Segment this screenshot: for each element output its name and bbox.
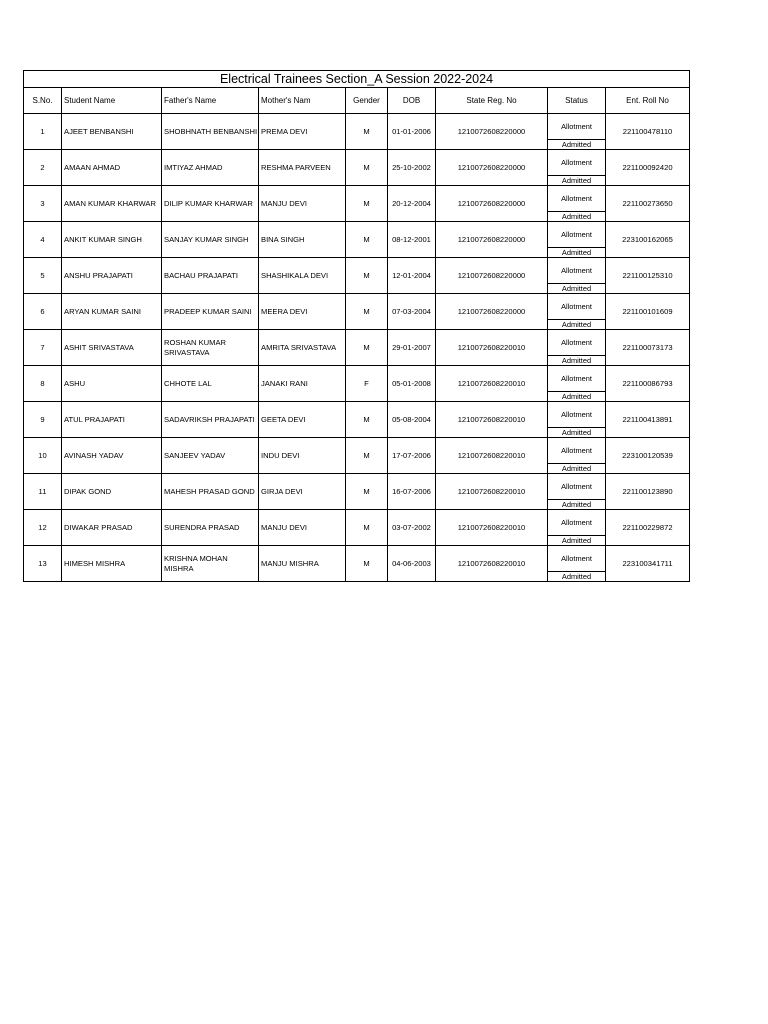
status-admitted: Admitted [561,500,592,509]
cell-mother-name: SHASHIKALA DEVI [259,258,346,294]
cell-state-reg: 1210072608220010 [436,366,548,402]
cell-status [548,546,606,582]
cell-father-name: SANJEEV YADAV [162,438,259,474]
table-row [24,222,690,258]
cell-roll-no: 221100478110 [606,114,690,150]
cell-father-name: BACHAU PRAJAPATI [162,258,259,294]
status-allotment: Allotment [548,258,605,284]
cell-student-name: ANSHU PRAJAPATI [62,258,162,294]
status-admitted: Admitted [561,284,592,293]
cell-dob: 29-01-2007 [388,330,436,366]
cell-father-name: ROSHAN KUMAR SRIVASTAVA [162,330,259,366]
cell-sno: 4 [24,222,62,258]
cell-mother-name: MANJU MISHRA [259,546,346,582]
cell-roll-no: 221100229872 [606,510,690,546]
cell-mother-name: GEETA DEVI [259,402,346,438]
status-allotment: Allotment [548,222,605,248]
cell-sno: 3 [24,186,62,222]
status-allotment: Allotment [548,402,605,428]
cell-status [548,510,606,546]
cell-father-name: DILIP KUMAR KHARWAR [162,186,259,222]
status-allotment: Allotment [548,294,605,320]
cell-mother-name: MANJU DEVI [259,510,346,546]
cell-roll-no: 221100125310 [606,258,690,294]
cell-mother-name: AMRITA SRIVASTAVA [259,330,346,366]
cell-dob: 17-07-2006 [388,438,436,474]
status-allotment: Allotment [548,474,605,500]
cell-roll-no: 221100086793 [606,366,690,402]
cell-dob: 07-03-2004 [388,294,436,330]
table-row [24,366,690,402]
cell-roll-no: 221100413891 [606,402,690,438]
cell-roll-no: 223100162065 [606,222,690,258]
cell-gender: M [346,402,388,438]
cell-status [548,294,606,330]
status-allotment: Allotment [548,510,605,536]
cell-gender: M [346,186,388,222]
cell-roll-no: 221100101609 [606,294,690,330]
cell-father-name: SANJAY KUMAR SINGH [162,222,259,258]
cell-gender: M [346,258,388,294]
table-row [24,330,690,366]
status-admitted: Admitted [561,356,592,365]
cell-gender: M [346,330,388,366]
cell-sno: 6 [24,294,62,330]
cell-status [548,186,606,222]
col-sno: S.No. [24,88,62,114]
cell-sno: 8 [24,366,62,402]
status-allotment: Allotment [548,114,605,140]
cell-student-name: ASHIT SRIVASTAVA [62,330,162,366]
col-dob: DOB [388,88,436,114]
cell-father-name: SADAVRIKSH PRAJAPATI [162,402,259,438]
col-father-name: Father's Name [162,88,259,114]
cell-sno: 13 [24,546,62,582]
cell-state-reg: 1210072608220010 [436,510,548,546]
cell-state-reg: 1210072608220000 [436,150,548,186]
cell-state-reg: 1210072608220010 [436,330,548,366]
status-allotment: Allotment [548,366,605,392]
cell-student-name: DIPAK GOND [62,474,162,510]
cell-gender: M [346,510,388,546]
cell-dob: 16-07-2006 [388,474,436,510]
cell-roll-no: 223100341711 [606,546,690,582]
header-row [24,88,690,114]
cell-state-reg: 1210072608220000 [436,186,548,222]
status-allotment: Allotment [548,546,605,572]
cell-student-name: AMAAN AHMAD [62,150,162,186]
table-row [24,546,690,582]
cell-dob: 03-07-2002 [388,510,436,546]
status-admitted: Admitted [561,212,592,221]
cell-student-name: ASHU [62,366,162,402]
cell-student-name: AMAN KUMAR KHARWAR [62,186,162,222]
col-state-reg: State Reg. No [436,88,548,114]
status-admitted: Admitted [561,464,592,473]
cell-father-name: CHHOTE LAL [162,366,259,402]
table-row [24,186,690,222]
status-allotment: Allotment [548,438,605,464]
trainee-table [23,70,690,582]
col-student-name: Student Name [62,88,162,114]
cell-student-name: DIWAKAR PRASAD [62,510,162,546]
cell-dob: 12-01-2004 [388,258,436,294]
cell-roll-no: 221100273650 [606,186,690,222]
cell-status [548,402,606,438]
cell-status [548,330,606,366]
status-admitted: Admitted [561,248,592,257]
cell-mother-name: INDU DEVI [259,438,346,474]
cell-status [548,366,606,402]
cell-student-name: ARYAN KUMAR SAINI [62,294,162,330]
cell-status [548,222,606,258]
cell-sno: 12 [24,510,62,546]
status-allotment: Allotment [548,150,605,176]
table-row [24,510,690,546]
cell-state-reg: 1210072608220010 [436,546,548,582]
cell-father-name: SHOBHNATH BENBANSHI [162,114,259,150]
cell-status [548,114,606,150]
table-row [24,402,690,438]
cell-gender: M [346,150,388,186]
col-roll-no: Ent. Roll No [606,88,690,114]
cell-roll-no: 221100073173 [606,330,690,366]
cell-status [548,438,606,474]
cell-status [548,474,606,510]
cell-dob: 04-06-2003 [388,546,436,582]
cell-gender: M [346,222,388,258]
cell-student-name: HIMESH MISHRA [62,546,162,582]
cell-gender: F [346,366,388,402]
cell-mother-name: MEERA DEVI [259,294,346,330]
cell-gender: M [346,114,388,150]
cell-dob: 05-08-2004 [388,402,436,438]
cell-student-name: ATUL PRAJAPATI [62,402,162,438]
col-mother-name: Mother's Nam [259,88,346,114]
cell-sno: 11 [24,474,62,510]
cell-sno: 7 [24,330,62,366]
cell-mother-name: PREMA DEVI [259,114,346,150]
cell-sno: 9 [24,402,62,438]
cell-sno: 1 [24,114,62,150]
cell-state-reg: 1210072608220010 [436,438,548,474]
cell-roll-no: 223100120539 [606,438,690,474]
table-row [24,258,690,294]
cell-state-reg: 1210072608220000 [436,222,548,258]
table-row [24,438,690,474]
cell-roll-no: 221100092420 [606,150,690,186]
cell-state-reg: 1210072608220000 [436,294,548,330]
cell-dob: 01-01-2006 [388,114,436,150]
status-admitted: Admitted [561,536,592,545]
cell-gender: M [346,438,388,474]
table-row [24,114,690,150]
cell-mother-name: GIRJA DEVI [259,474,346,510]
col-gender: Gender [346,88,388,114]
cell-student-name: ANKIT KUMAR SINGH [62,222,162,258]
cell-gender: M [346,474,388,510]
cell-state-reg: 1210072608220000 [436,258,548,294]
cell-dob: 05-01-2008 [388,366,436,402]
cell-status [548,258,606,294]
cell-mother-name: JANAKI RANI [259,366,346,402]
cell-dob: 08-12-2001 [388,222,436,258]
cell-mother-name: MANJU DEVI [259,186,346,222]
table-row [24,150,690,186]
status-admitted: Admitted [561,392,592,401]
cell-status [548,150,606,186]
cell-dob: 25-10-2002 [388,150,436,186]
cell-sno: 2 [24,150,62,186]
col-status: Status [548,88,606,114]
cell-mother-name: RESHMA PARVEEN [259,150,346,186]
cell-roll-no: 221100123890 [606,474,690,510]
cell-father-name: KRISHNA MOHAN MISHRA [162,546,259,582]
cell-state-reg: 1210072608220000 [436,114,548,150]
cell-student-name: AJEET BENBANSHI [62,114,162,150]
cell-sno: 10 [24,438,62,474]
status-allotment: Allotment [548,186,605,212]
cell-father-name: SURENDRA PRASAD [162,510,259,546]
cell-father-name: PRADEEP KUMAR SAINI [162,294,259,330]
status-admitted: Admitted [561,428,592,437]
cell-father-name: MAHESH PRASAD GOND [162,474,259,510]
cell-mother-name: BINA SINGH [259,222,346,258]
status-admitted: Admitted [561,320,592,329]
status-allotment: Allotment [548,330,605,356]
status-admitted: Admitted [561,572,592,581]
cell-state-reg: 1210072608220010 [436,474,548,510]
cell-state-reg: 1210072608220010 [436,402,548,438]
sheet-title: Electrical Trainees Section_A Session 2022-2024 [24,71,690,88]
cell-sno: 5 [24,258,62,294]
cell-dob: 20-12-2004 [388,186,436,222]
status-admitted: Admitted [561,140,592,149]
cell-gender: M [346,294,388,330]
table-row [24,474,690,510]
table-row [24,294,690,330]
cell-student-name: AVINASH YADAV [62,438,162,474]
cell-gender: M [346,546,388,582]
status-admitted: Admitted [561,176,592,185]
cell-father-name: IMTIYAZ AHMAD [162,150,259,186]
